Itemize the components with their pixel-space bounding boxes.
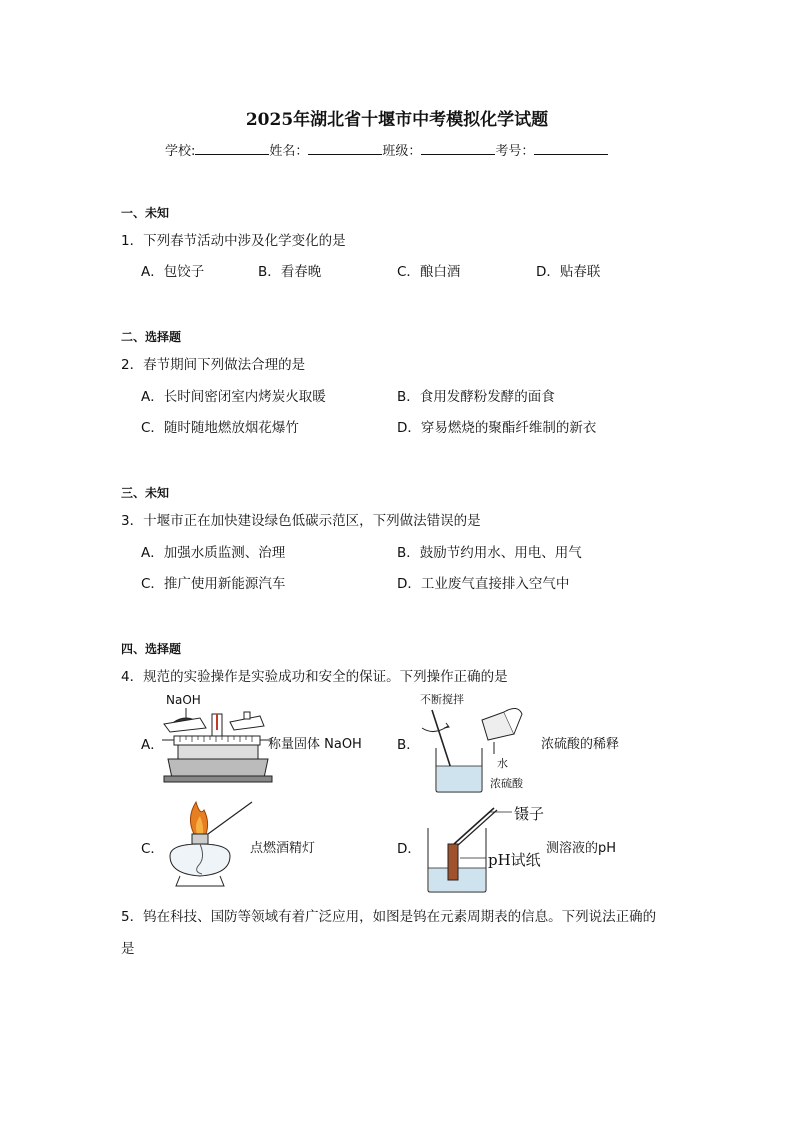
- q4-c-caption: 点燃酒精灯: [250, 841, 316, 856]
- class-blank[interactable]: [421, 143, 495, 155]
- section-heading: 二、选择题: [121, 330, 182, 344]
- name-label: 姓名：: [269, 144, 309, 159]
- section-heading: 三、未知: [121, 486, 170, 500]
- section-heading: 一、未知: [121, 206, 170, 220]
- q1-option-d[interactable]: D．贴春联: [536, 264, 601, 280]
- question-4: 4．规范的实验操作是实验成功和安全的保证。下列操作正确的是: [121, 669, 508, 685]
- question-5-line2: 是: [121, 941, 135, 957]
- exam-no-label: 考号：: [495, 144, 535, 159]
- q4-option-c[interactable]: C．: [141, 841, 164, 857]
- q2-option-b[interactable]: B．食用发酵粉发酵的面食: [397, 389, 555, 405]
- section-heading: 四、选择题: [121, 642, 182, 656]
- q3-option-b[interactable]: B．鼓励节约用水、用电、用气: [397, 545, 582, 561]
- exam-no-blank[interactable]: [534, 143, 608, 155]
- q3-option-a[interactable]: A．加强水质监测、治理: [141, 545, 286, 561]
- q4-option-b[interactable]: B．: [397, 737, 420, 753]
- q2-option-d[interactable]: D．穿易燃烧的聚酯纤维制的新衣: [397, 420, 597, 436]
- alcohol-lamp-illustration: [160, 796, 260, 888]
- q3-option-d[interactable]: D．工业废气直接排入空气中: [397, 576, 570, 592]
- balance-illustration: [160, 700, 270, 785]
- q4-option-a[interactable]: A．: [141, 737, 164, 753]
- question-2: 2．春节期间下列做法合理的是: [121, 357, 306, 373]
- question-3: 3．十堰市正在加快建设绿色低碳示范区，下列做法错误的是: [121, 513, 481, 529]
- name-blank[interactable]: [308, 143, 382, 155]
- q4-d-caption: 测溶液的pH: [546, 841, 617, 856]
- q1-option-c[interactable]: C．酿白酒: [397, 264, 461, 280]
- q3-option-c[interactable]: C．推广使用新能源汽车: [141, 576, 286, 592]
- page-title: 2025年湖北省十堰市中考模拟化学试题: [245, 110, 549, 130]
- class-label: 班级：: [382, 144, 422, 159]
- q4-option-d[interactable]: D．: [397, 841, 421, 857]
- water-label: 水: [497, 757, 508, 770]
- q4-b-caption: 浓硫酸的稀释: [541, 737, 620, 752]
- student-info-line: [165, 140, 608, 159]
- ph-paper-label: pH试纸: [488, 851, 541, 869]
- ph-test-illustration: [424, 800, 514, 894]
- naoh-label: NaOH: [166, 693, 201, 707]
- stir-label: 不断搅拌: [420, 693, 464, 706]
- q1-option-a[interactable]: A．包饺子: [141, 264, 205, 280]
- q2-option-c[interactable]: C．随时随地燃放烟花爆竹: [141, 420, 299, 436]
- acid-label: 浓硫酸: [490, 777, 523, 790]
- school-label: 学校:: [165, 144, 196, 159]
- school-blank[interactable]: [195, 143, 269, 155]
- q4-a-caption: 称量固体 NaOH: [268, 737, 362, 752]
- tweezers-label: 镊子: [514, 805, 545, 823]
- question-5-line1: 5．钨在科技、国防等领域有着广泛应用，如图是钨在元素周期表的信息。下列说法正确的: [121, 909, 657, 925]
- q1-option-b[interactable]: B．看春晚: [258, 264, 322, 280]
- q2-option-a[interactable]: A．长时间密闭室内烤炭火取暖: [141, 389, 326, 405]
- question-1: 1．下列春节活动中涉及化学变化的是: [121, 233, 346, 249]
